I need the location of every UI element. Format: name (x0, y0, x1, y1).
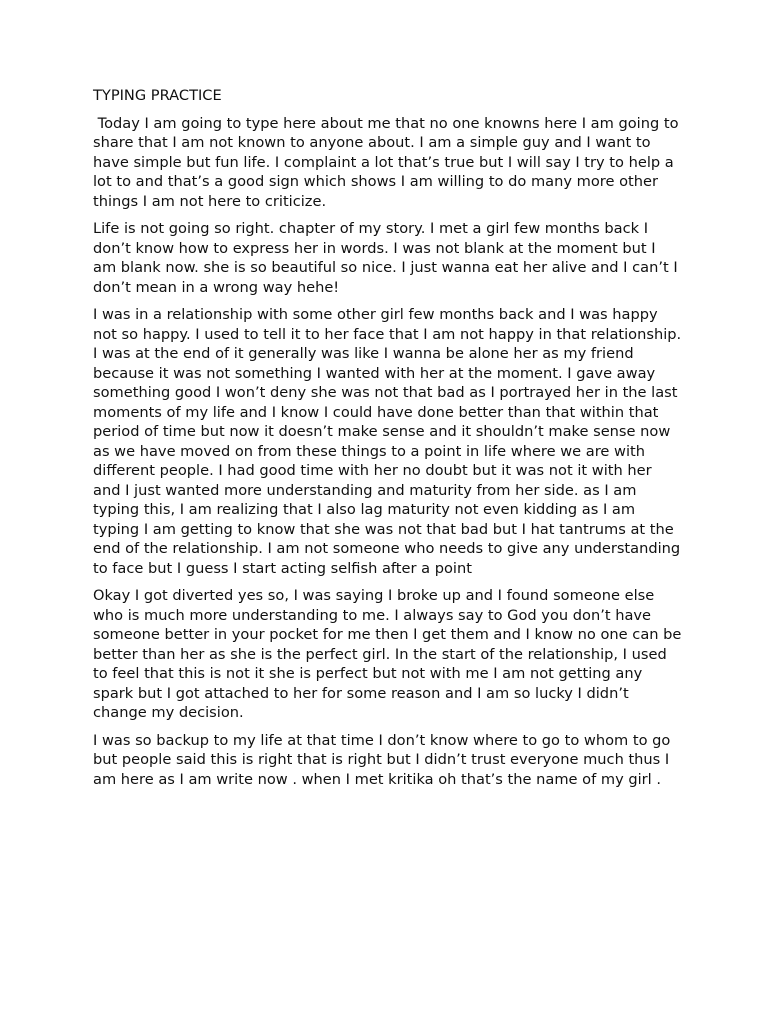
paragraph-5: I was so backup to my life at that time I don’t know where to go to whom to go but people said this is right that is right but I didn’t trust everyone much thus I am here as I am write now . when I met kritika oh that’s the name of my girl . (93, 731, 676, 788)
paragraph-1: Today I am going to type here about me that no one knowns here I am going to share that I am not known to anyone about. I am a simple guy and I want to have simple but fun life. I complaint a lot that’s true but I will say I try to help a lot to and that’s a good sign which shows I am willing to do many more other things I am not here to criticize. (93, 114, 684, 210)
paragraph-2: Life is not going so right. chapter of my story. I met a girl few months back I don’t know how to express her in words. I was not blank at the moment but I am blank now. she is so beautiful so nice. I just wanna eat her alive and I can’t I don’t mean in a wrong way hehe! (93, 220, 683, 296)
document-title: TYPING PRACTICE (93, 87, 222, 104)
paragraph-3: I was in a relationship with some other girl few months back and I was happy not so happy. I used to tell it to her face that I am not happy in that relationship. I was at the end of it generally was like I wanna be alone her as my friend because it was not something I wanted with her at the moment. I gave away something good I won’t deny she was not that bad as I portrayed her in the last moments of my life and I know I could have done better than that within that period of time but now it doesn’t make sense and it shouldn’t make sense now as we have moved on from these things to a point in life where we are with different people. I had good time with her no doubt but it was not it with her and I just wanted more understanding and maturity from her side. as I am typing this, I am realizing that I also lag maturity not even kidding as I am typing I am getting to know that she was not that bad but I hat tantrums at the end of the relationship. I am not someone who needs to give any understanding to face but I guess I start acting selfish after a point (93, 306, 686, 577)
document-body (93, 86, 687, 797)
paragraph-4: Okay I got diverted yes so, I was saying I broke up and I found someone else who is much more understanding to me. I always say to God you don’t have someone better in your pocket for me then I get them and I know no one can be better than her as she is the perfect girl. In the start of the relationship, I used to feel that this is not it she is perfect but not with me I am not getting any spark but I got attached to her for some reason and I am so lucky I didn’t change my decision. (93, 587, 687, 721)
